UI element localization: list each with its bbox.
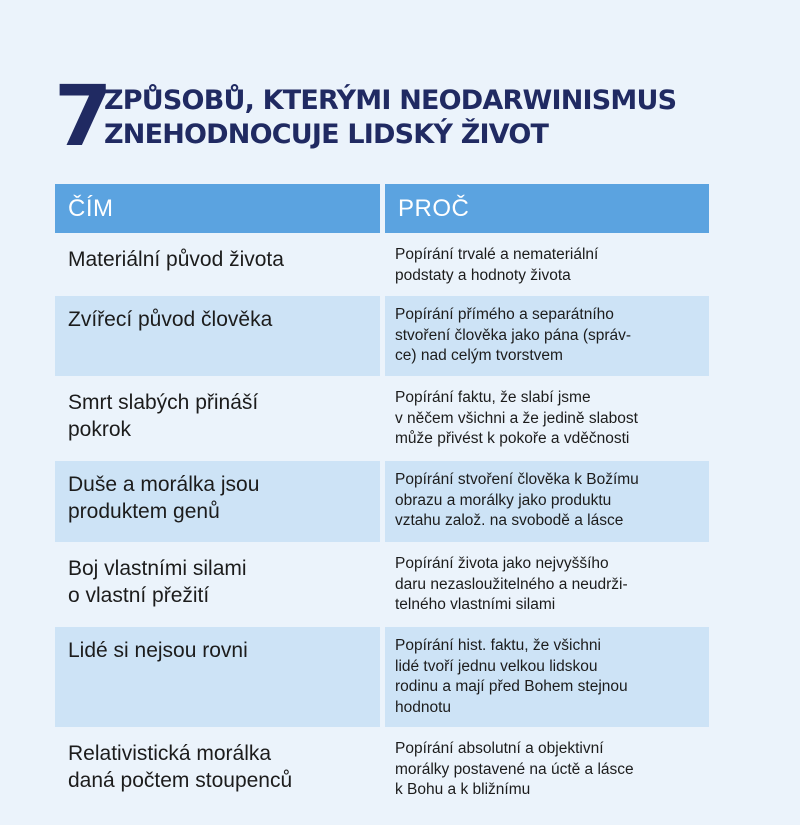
- why-line: daru nezasloužitelného a neudrži-: [395, 575, 628, 593]
- what-line: Relativistická morálka: [68, 742, 272, 765]
- why-line: Popírání absolutní a objektivní: [395, 740, 604, 757]
- header-why: PROČ: [385, 184, 709, 233]
- row-why: [385, 461, 709, 542]
- row-what: [55, 730, 380, 808]
- row-what: [55, 236, 380, 293]
- why-line: může přivést k pokoře a vděčnosti: [395, 430, 630, 447]
- table-row: [55, 730, 709, 808]
- row-why: [385, 296, 709, 376]
- table-header: [55, 184, 709, 233]
- row-what: [55, 379, 380, 458]
- header-what: ČÍM: [55, 184, 380, 233]
- why-line: Popírání života jako nejvyššího: [395, 555, 609, 572]
- why-line: stvoření člověka jako pána (správ-: [395, 326, 632, 344]
- row-what: [55, 296, 380, 376]
- why-line: v něčem všichni a že jedině slabost: [395, 409, 638, 427]
- row-why: [385, 545, 709, 624]
- what-line: pokrok: [68, 418, 132, 441]
- what-line: Smrt slabých přináší: [68, 391, 259, 414]
- table-row: [55, 461, 709, 542]
- row-why: [385, 730, 709, 808]
- why-line: Popírání hist. faktu, že všichni: [395, 637, 601, 654]
- table-row: [55, 296, 709, 376]
- row-what: [55, 627, 380, 727]
- what-line: daná počtem stoupenců: [68, 769, 293, 792]
- what-line: Lidé si nejsou rovni: [68, 639, 248, 662]
- why-line: vztahu založ. na svobodě a lásce: [395, 512, 624, 529]
- what-line: Zvířecí původ člověka: [68, 308, 273, 331]
- what-line: produktem genů: [68, 500, 220, 523]
- why-line: k Bohu a k bližnímu: [395, 781, 531, 798]
- table-row: [55, 236, 709, 293]
- page-title: [104, 84, 744, 152]
- why-line: rodinu a mají před Bohem stejnou: [395, 678, 628, 695]
- why-line: telného vlastními silami: [395, 596, 556, 613]
- title-line-1: ZPŮSOBŮ, KTERÝMI NEODARWINISMUS: [104, 85, 677, 116]
- why-line: obrazu a morálky jako produktu: [395, 491, 612, 509]
- why-line: Popírání trvalé a nemateriální: [395, 246, 599, 263]
- row-why: [385, 379, 709, 458]
- why-line: hodnotu: [395, 698, 452, 716]
- why-line: Popírání faktu, že slabí jsme: [395, 389, 591, 406]
- comparison-table: [55, 184, 709, 808]
- what-line: Boj vlastními silami: [68, 557, 247, 580]
- title-line-2: ZNEHODNOCUJE LIDSKÝ ŽIVOT: [104, 119, 549, 150]
- why-line: morálky postavené na úctě a lásce: [395, 760, 634, 778]
- row-why: [385, 236, 709, 293]
- why-line: podstaty a hodnoty života: [395, 266, 571, 284]
- row-why: [385, 627, 709, 727]
- what-line: Duše a morálka jsou: [68, 473, 260, 496]
- row-what: [55, 461, 380, 542]
- table-row: [55, 379, 709, 458]
- title-number: 7: [54, 67, 111, 165]
- why-line: ce) nad celým tvorstvem: [395, 347, 563, 364]
- why-line: Popírání přímého a separátního: [395, 306, 614, 323]
- row-what: [55, 545, 380, 624]
- page-heading: [54, 67, 754, 165]
- why-line: lidé tvoří jednu velkou lidskou: [395, 657, 598, 675]
- what-line: o vlastní přežití: [68, 584, 210, 607]
- why-line: Popírání stvoření člověka k Božímu: [395, 471, 639, 488]
- what-line: Materiální původ života: [68, 248, 284, 271]
- table-row: [55, 627, 709, 727]
- table-row: [55, 545, 709, 624]
